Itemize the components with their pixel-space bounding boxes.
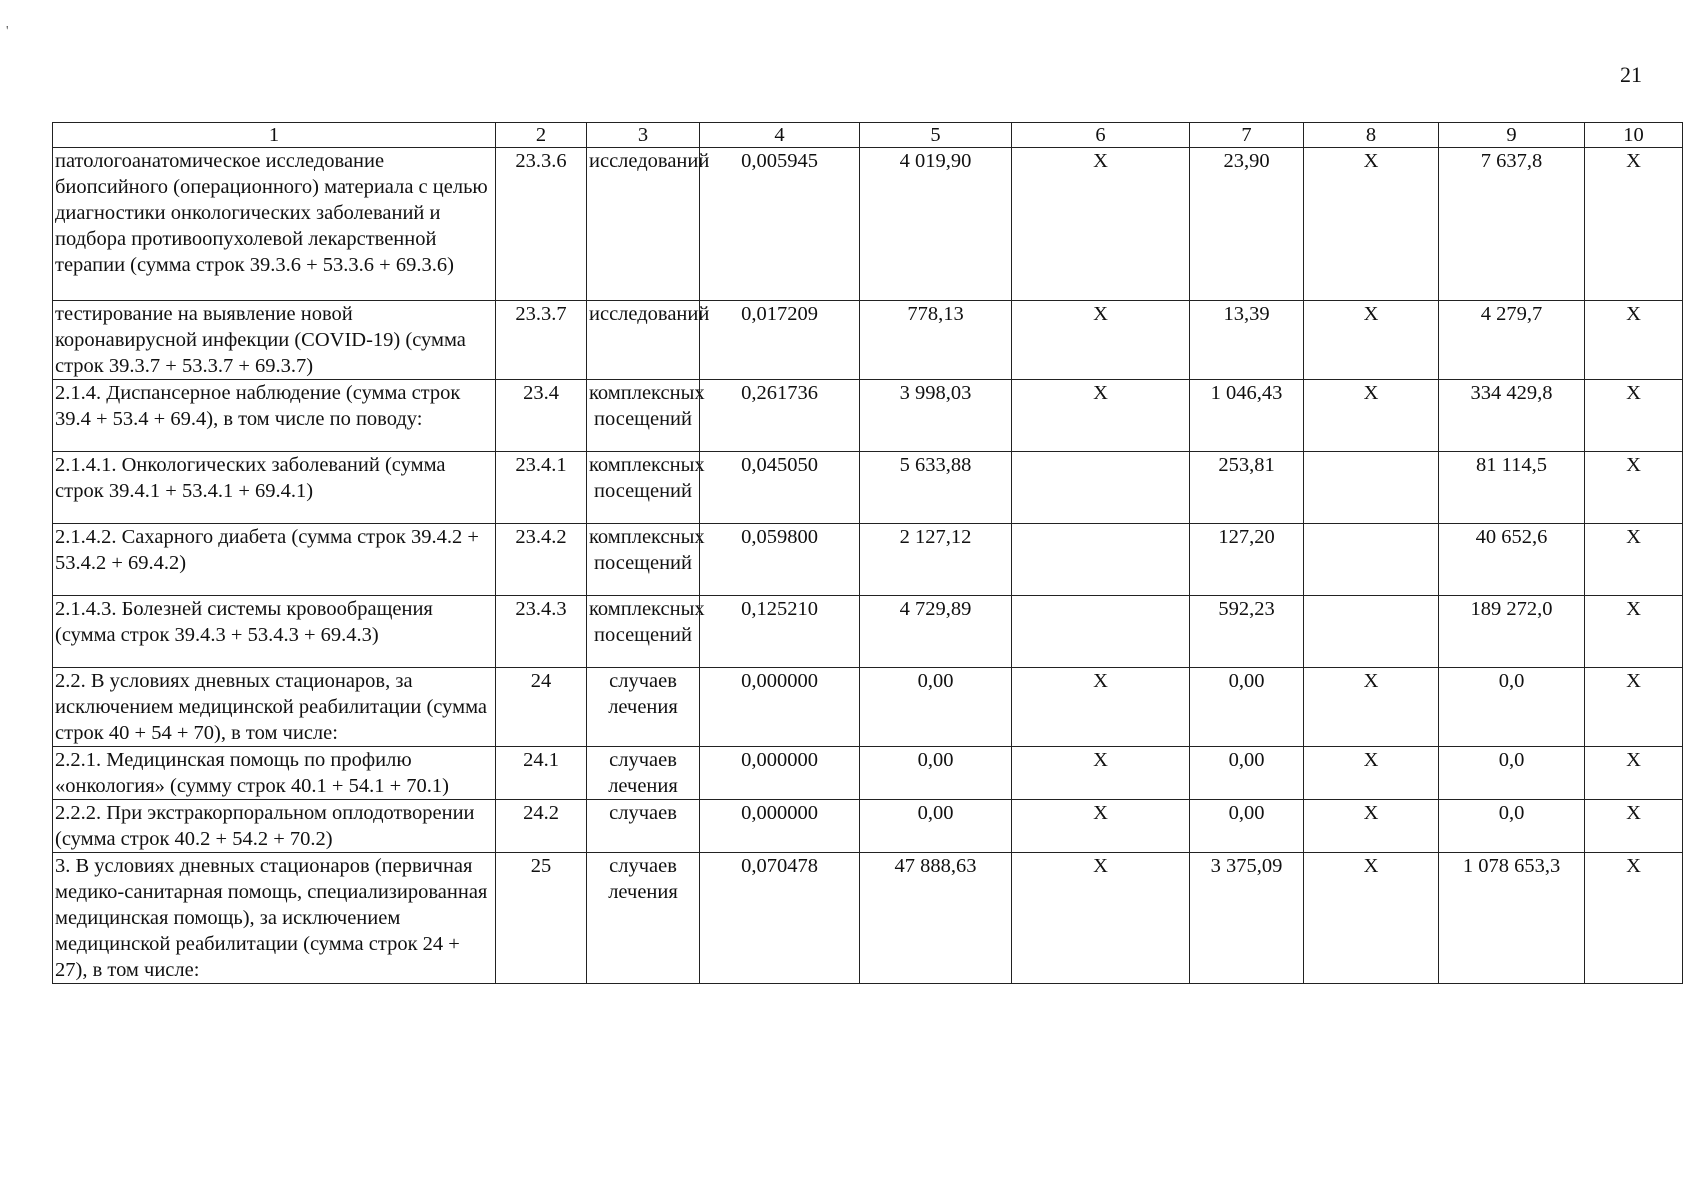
row-col6-cell: Х (1012, 747, 1190, 800)
header-cell: 3 (587, 123, 700, 148)
row-col7-cell: 13,39 (1190, 301, 1304, 380)
header-cell: 5 (860, 123, 1012, 148)
row-col8-cell (1304, 452, 1439, 524)
row-norm-cell: 0,059800 (700, 524, 860, 596)
row-unit-cell: случаев лечения (587, 853, 700, 984)
row-col8-cell: Х (1304, 380, 1439, 452)
row-col6-cell: Х (1012, 380, 1190, 452)
row-col10-cell: Х (1585, 853, 1683, 984)
stray-mark: ' (6, 24, 9, 39)
row-col6-cell (1012, 452, 1190, 524)
row-col9-cell: 1 078 653,3 (1439, 853, 1585, 984)
row-col8-cell (1304, 596, 1439, 668)
table-row (53, 148, 1683, 301)
row-description-cell: 2.2.1. Медицинская помощь по профилю «онкология» (сумму строк 40.1 + 54.1 + 70.1) (53, 747, 496, 800)
row-col6-cell (1012, 596, 1190, 668)
row-col8-cell: Х (1304, 148, 1439, 301)
row-cost-cell: 778,13 (860, 301, 1012, 380)
table-row (53, 800, 1683, 853)
row-code-cell: 23.4.1 (496, 452, 587, 524)
row-col6-cell: Х (1012, 853, 1190, 984)
row-description-cell: 2.1.4.2. Сахарного диабета (сумма строк 39.4.2 + 53.4.2 + 69.4.2) (53, 524, 496, 596)
row-code-cell: 24.2 (496, 800, 587, 853)
row-col9-cell: 0,0 (1439, 800, 1585, 853)
row-col9-cell: 4 279,7 (1439, 301, 1585, 380)
header-cell: 2 (496, 123, 587, 148)
row-description-cell: 2.2.2. При экстракорпоральном оплодотворении (сумма строк 40.2 + 54.2 + 70.2) (53, 800, 496, 853)
row-code-cell: 24.1 (496, 747, 587, 800)
row-unit-cell: комплексных посещений (587, 380, 700, 452)
row-code-cell: 23.4.3 (496, 596, 587, 668)
row-unit-cell: комплексных посещений (587, 524, 700, 596)
header-cell: 8 (1304, 123, 1439, 148)
row-description-cell: 3. В условиях дневных стационаров (первичная медико-санитарная помощь, специализированная медицинская помощь), за исключением медицинской реабилитации (сумма строк 24 + 27), в том числе: (53, 853, 496, 984)
row-col10-cell: Х (1585, 668, 1683, 747)
row-col10-cell: Х (1585, 301, 1683, 380)
table-row (53, 747, 1683, 800)
header-row (53, 123, 1683, 148)
row-norm-cell: 0,000000 (700, 800, 860, 853)
row-description-cell: 2.1.4.1. Онкологических заболеваний (сумма строк 39.4.1 + 53.4.1 + 69.4.1) (53, 452, 496, 524)
row-col9-cell: 0,0 (1439, 747, 1585, 800)
row-unit-cell: исследований (587, 148, 700, 301)
header-cell: 4 (700, 123, 860, 148)
row-norm-cell: 0,000000 (700, 668, 860, 747)
row-cost-cell: 0,00 (860, 668, 1012, 747)
row-col7-cell: 23,90 (1190, 148, 1304, 301)
row-col6-cell: Х (1012, 668, 1190, 747)
row-col8-cell: Х (1304, 301, 1439, 380)
row-col8-cell: Х (1304, 800, 1439, 853)
row-col10-cell: Х (1585, 596, 1683, 668)
row-norm-cell: 0,017209 (700, 301, 860, 380)
row-code-cell: 23.4 (496, 380, 587, 452)
row-description-cell: 2.1.4. Диспансерное наблюдение (сумма строк 39.4 + 53.4 + 69.4), в том числе по поводу: (53, 380, 496, 452)
row-cost-cell: 0,00 (860, 747, 1012, 800)
row-cost-cell: 0,00 (860, 800, 1012, 853)
row-description-cell: патологоанатомическое исследование биопсийного (операционного) материала с целью диагностики онкологических заболеваний и подбора противоопухолевой лекарственной терапии (сумма строк 39.3.6 + 53.3.6 + 69.3.6) (53, 148, 496, 301)
row-unit-cell: исследований (587, 301, 700, 380)
row-unit-cell: комплексных посещений (587, 452, 700, 524)
table-row (53, 524, 1683, 596)
row-col8-cell: Х (1304, 853, 1439, 984)
row-col9-cell: 334 429,8 (1439, 380, 1585, 452)
row-code-cell: 24 (496, 668, 587, 747)
row-col8-cell: Х (1304, 668, 1439, 747)
table-row (53, 452, 1683, 524)
row-col8-cell: Х (1304, 747, 1439, 800)
row-col10-cell: Х (1585, 452, 1683, 524)
row-description-cell: 2.1.4.3. Болезней системы кровообращения (сумма строк 39.4.3 + 53.4.3 + 69.4.3) (53, 596, 496, 668)
row-col9-cell: 81 114,5 (1439, 452, 1585, 524)
row-col9-cell: 7 637,8 (1439, 148, 1585, 301)
data-table (52, 122, 1683, 984)
row-col7-cell: 0,00 (1190, 668, 1304, 747)
row-col7-cell: 253,81 (1190, 452, 1304, 524)
row-col10-cell: Х (1585, 148, 1683, 301)
row-col9-cell: 189 272,0 (1439, 596, 1585, 668)
row-col8-cell (1304, 524, 1439, 596)
row-code-cell: 25 (496, 853, 587, 984)
row-norm-cell: 0,045050 (700, 452, 860, 524)
row-code-cell: 23.3.6 (496, 148, 587, 301)
row-unit-cell: случаев лечения (587, 668, 700, 747)
row-description-cell: 2.2. В условиях дневных стационаров, за исключением медицинской реабилитации (сумма строк 40 + 54 + 70), в том числе: (53, 668, 496, 747)
header-cell: 7 (1190, 123, 1304, 148)
row-cost-cell: 4 019,90 (860, 148, 1012, 301)
row-col10-cell: Х (1585, 380, 1683, 452)
row-col10-cell: Х (1585, 747, 1683, 800)
row-col6-cell: Х (1012, 301, 1190, 380)
table-row (53, 853, 1683, 984)
header-cell: 10 (1585, 123, 1683, 148)
page-number: 21 (1620, 62, 1642, 87)
row-cost-cell: 47 888,63 (860, 853, 1012, 984)
table-row (53, 596, 1683, 668)
row-unit-cell: случаев (587, 800, 700, 853)
row-col7-cell: 3 375,09 (1190, 853, 1304, 984)
row-cost-cell: 4 729,89 (860, 596, 1012, 668)
row-col10-cell: Х (1585, 524, 1683, 596)
row-col7-cell: 0,00 (1190, 800, 1304, 853)
row-norm-cell: 0,261736 (700, 380, 860, 452)
row-col7-cell: 1 046,43 (1190, 380, 1304, 452)
row-col6-cell: Х (1012, 148, 1190, 301)
table-row (53, 380, 1683, 452)
row-norm-cell: 0,005945 (700, 148, 860, 301)
row-norm-cell: 0,070478 (700, 853, 860, 984)
row-cost-cell: 5 633,88 (860, 452, 1012, 524)
header-cell: 9 (1439, 123, 1585, 148)
row-cost-cell: 2 127,12 (860, 524, 1012, 596)
row-code-cell: 23.3.7 (496, 301, 587, 380)
row-col7-cell: 127,20 (1190, 524, 1304, 596)
row-col6-cell: Х (1012, 800, 1190, 853)
row-col7-cell: 592,23 (1190, 596, 1304, 668)
table-row (53, 668, 1683, 747)
row-description-cell: тестирование на выявление новой коронавирусной инфекции (COVID-19) (сумма строк 39.3.7 + 53.3.7 + 69.3.7) (53, 301, 496, 380)
row-col9-cell: 0,0 (1439, 668, 1585, 747)
header-cell: 1 (53, 123, 496, 148)
row-unit-cell: случаев лечения (587, 747, 700, 800)
row-norm-cell: 0,000000 (700, 747, 860, 800)
row-cost-cell: 3 998,03 (860, 380, 1012, 452)
row-col9-cell: 40 652,6 (1439, 524, 1585, 596)
row-code-cell: 23.4.2 (496, 524, 587, 596)
row-norm-cell: 0,125210 (700, 596, 860, 668)
header-cell: 6 (1012, 123, 1190, 148)
table-row (53, 301, 1683, 380)
row-col10-cell: Х (1585, 800, 1683, 853)
row-unit-cell: комплексных посещений (587, 596, 700, 668)
row-col6-cell (1012, 524, 1190, 596)
row-col7-cell: 0,00 (1190, 747, 1304, 800)
